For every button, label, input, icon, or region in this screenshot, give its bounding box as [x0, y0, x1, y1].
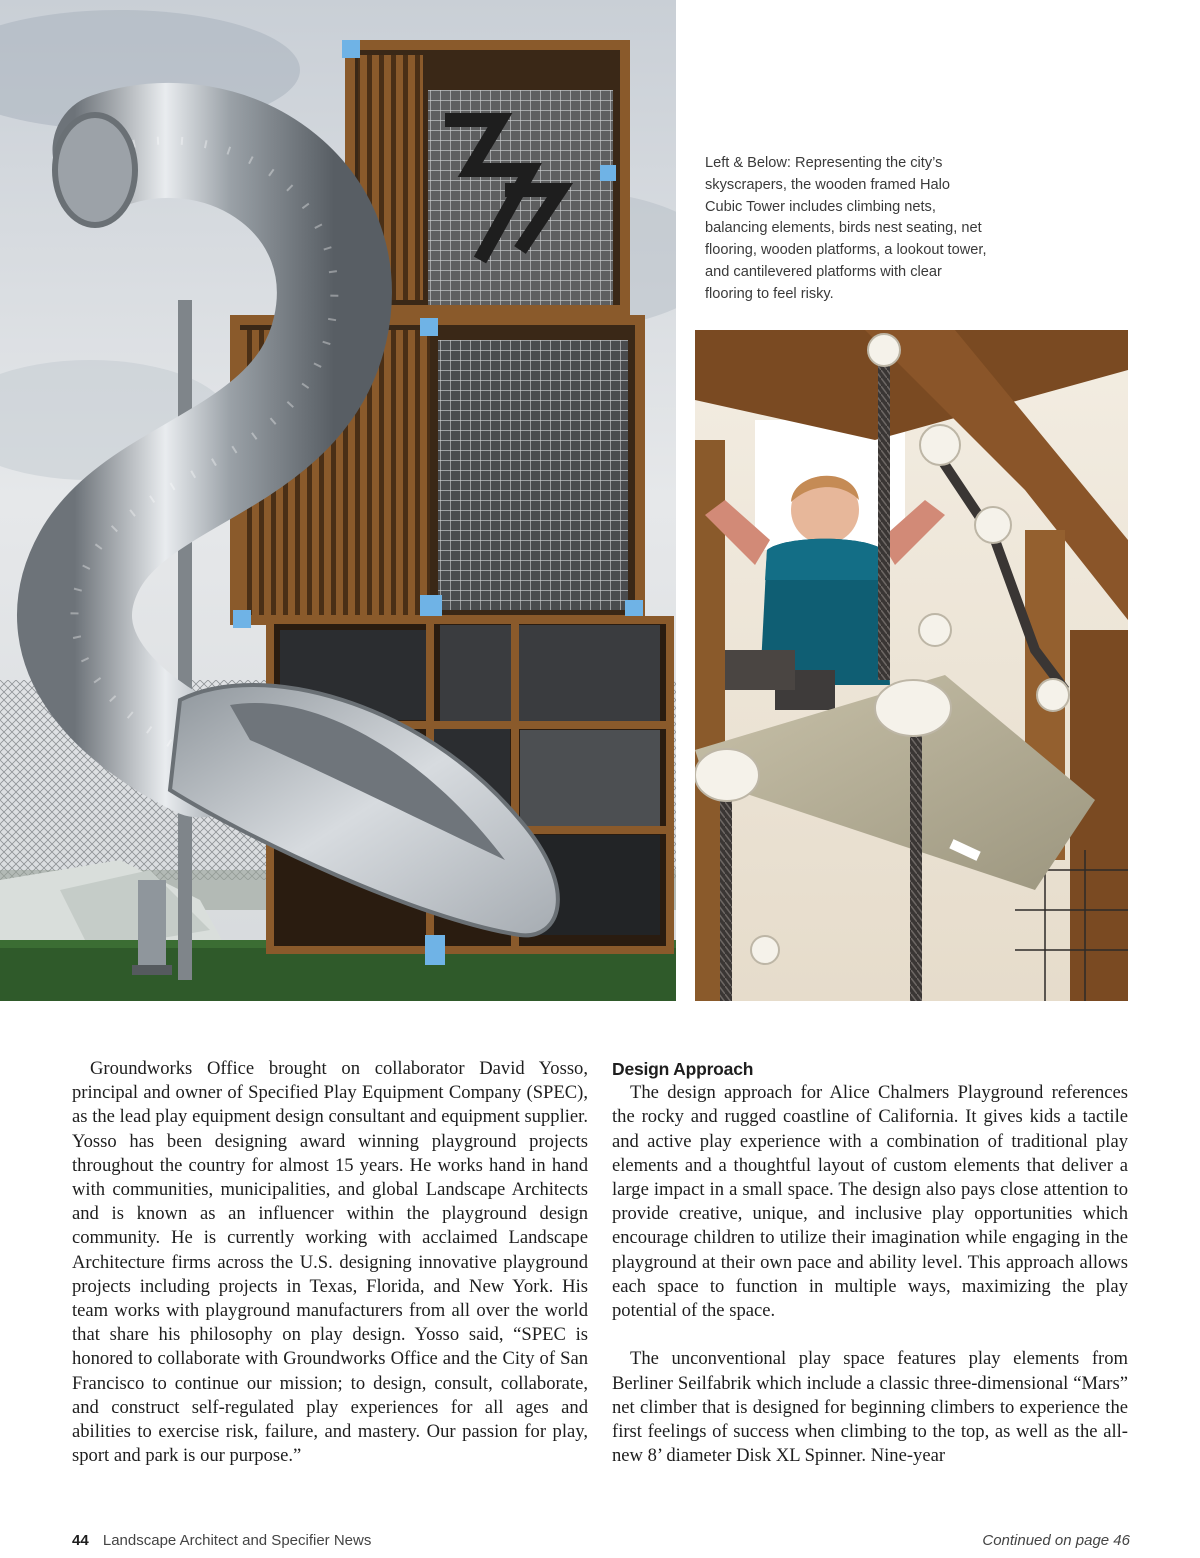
article-left-column	[72, 1057, 588, 1468]
publication-name: Landscape Architect and Specifier News	[102, 1532, 372, 1549]
article-paragraph: Groundworks Office brought on collaborator David Yosso, principal and owner of Specified Play Equipment Company (SPEC), as the lead play equipment design consultant and equipment supplier. Yosso has been designing award winning playground projects throughout the country for almost 15 years. He works hand in hand with communities, municipalities, and global Landscape Architects and is known as an influencer within the playground design community. He is currently working with acclaimed Landscape Architecture firms across the U.S. designing innovative playground projects including projects in Texas, Florida, and New York. His team works with playground manufacturers from all over the world that share his philosophy on play design. Yosso said, “SPEC is honored to collaborate with Groundworks Office and the City of San Francisco to continue our mission; to design, consult, collaborate, and construct self-regulated play experiences for all ages and abilities to exercise risk, failure, and mastery. Our passion for play, sport and park is our purpose.”	[72, 1058, 588, 1467]
article-paragraph: The unconventional play space features play elements from Berliner Seilfabrik which include a classic three-dimensional “Mars” net climber that is designed for beginning climbers to experience the first feelings of success when climbing to the top, as well as the all-new 8’ diameter Disk XL Spinner. Nine-year	[612, 1348, 1128, 1467]
photo-caption: Left & Below: Representing the city’s skyscrapers, the wooden framed Halo Cubic Tower includes climbing nets, balancing elements, birds nest seating, net flooring, wooden platforms, a lookout tower, and cantilevered platforms with clear flooring to feel risky.	[705, 155, 987, 302]
continued-note: Continued on page 46	[982, 1532, 1130, 1549]
paragraph-spacer	[612, 1323, 1128, 1347]
article-right-column	[612, 1057, 1128, 1468]
page-footer	[72, 1532, 371, 1549]
section-heading: Design Approach	[612, 1059, 754, 1079]
article-paragraph: The design approach for Alice Chalmers Playground references the rocky and rugged coastline of California. It gives kids a tactile and active play experience with a combination of traditional play elements and a thoughtful layout of custom elements that deliver a large impact in a small space. The design also pays close attention to provide creative, unique, and inclusive play opportunities which encourage children to utilize their imagination while engaging in the playground at their own pace and ability level. This approach allows each space to function in multiple ways, maximizing the play potential of the space.	[612, 1082, 1128, 1322]
page-number: 44	[72, 1532, 89, 1549]
tower-slide-photo	[0, 0, 676, 1001]
child-climbing-photo	[695, 330, 1128, 1001]
